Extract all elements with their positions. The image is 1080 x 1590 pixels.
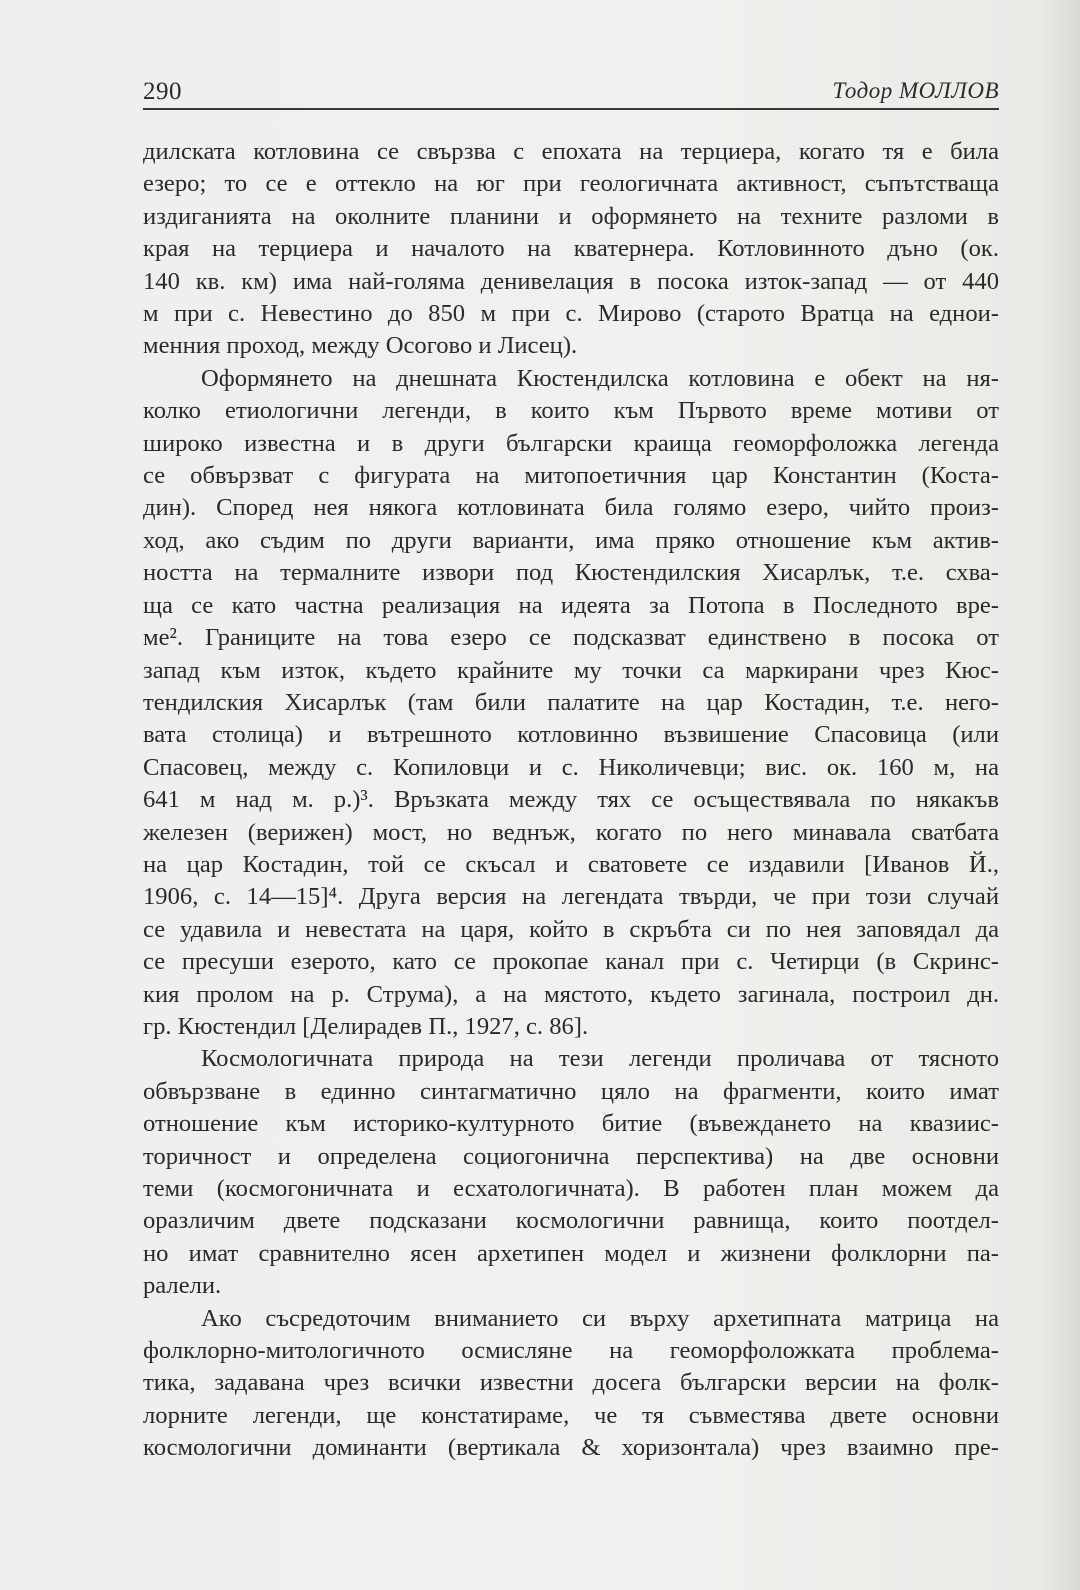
text-line: железен (верижен) мост, но веднъж, когато по него минавала сватбата [143, 818, 999, 846]
text-line: торичност и определена социогонична перспектива) на две основни [143, 1142, 999, 1170]
text-line: ралели. [143, 1272, 222, 1300]
text-line: ход, ако съдим по други варианти, има пряко отношение към актив- [143, 526, 999, 554]
text-line: края на терциера и началото на кватернера. Котловинното дъно (ок. [143, 235, 999, 263]
text-line: на цар Костадин, той се скъсал и сватовете се издавили [Иванов Й., [143, 850, 999, 878]
text-line: но имат сравнително ясен архетипен модел и жизнени фолклорни па- [143, 1239, 999, 1267]
text-line: отношение към историко-културното битие (въвеждането на квазиис- [143, 1110, 999, 1138]
text-line: кия пролом на р. Струма), а на мястото, където загинала, построил дн. [143, 980, 999, 1008]
paragraph-2 [143, 363, 999, 1044]
text-line: 140 кв. км) има най-голяма денивелация в посока изток-запад — от 440 [143, 267, 999, 295]
text-line: тика, задавана чрез всички известни досега български версии на фолк- [143, 1369, 999, 1397]
running-head: Тодор МОЛЛОВ [832, 78, 999, 103]
text-line: се пресуши езерото, като се прокопае канал при с. Четирци (в Скринс- [143, 948, 999, 976]
text-line: Космологичната природа на тези легенди проличава от тясното [201, 1045, 999, 1073]
text-line: гр. Кюстендил [Делирадев П., 1927, с. 86]. [143, 1012, 589, 1040]
text-line: менния проход, между Осогово и Лисец). [143, 332, 578, 360]
text-line: запад към изток, където крайните му точки са маркирани чрез Кюс- [143, 656, 999, 684]
text-line: вата столица) и вътрешното котловинно възвишение Спасовица (или [143, 721, 999, 749]
text-line: Оформянето на днешната Кюстендилска котловина е обект на ня- [201, 364, 999, 392]
paragraph-3 [143, 1043, 999, 1302]
text-line: издиганията на околните планини и оформянето на техните разломи в [143, 202, 999, 230]
text-line: се обвързват с фигурата на митопоетичния цар Константин (Коста- [143, 462, 999, 490]
text-line: 641 м над м. р.)³. Връзката между тях се осъществявала по някакъв [143, 786, 999, 814]
text-line: оразличим двете подсказани космологични равнища, които поотдел- [143, 1207, 999, 1235]
body-text [143, 136, 999, 1465]
text-line: тендилския Хисарлък (там били палатите на цар Костадин, т.е. него- [143, 688, 999, 716]
text-line: дилската котловина се свързва с епохата на терциера, когато тя е била [143, 138, 999, 165]
text-line: теми (космогоничната и есхатологичната). В работен план можем да [143, 1175, 999, 1202]
text-line: 1906, с. 14—15]⁴. Друга версия на легендата твърди, че при този случай [143, 883, 999, 911]
text-line: Спасовец, между с. Копиловци и с. Николичевци; вис. ок. 160 м, на [143, 753, 999, 781]
text-line: ността на термалните извори под Кюстендилския Хисарлък, т.е. схва- [143, 559, 999, 587]
text-line: ме². Границите на това езеро се подсказват единствено в посока от [143, 624, 999, 652]
text-line: фолклорно-митологичното осмисляне на геоморфоложката проблема- [143, 1337, 999, 1365]
text-line: лорните легенди, ще констатираме, че тя съвместява двете основни [143, 1401, 999, 1429]
paragraph-1 [143, 136, 999, 363]
text-line: ща се като частна реализация на идеята за Потопа в Последното вре- [143, 591, 999, 619]
text-line: се удавила и невестата на царя, който в скръбта си по нея заповядал да [143, 915, 999, 943]
paragraph-4 [143, 1303, 999, 1465]
page-number: 290 [143, 78, 182, 105]
text-line: м при с. Невестино до 850 м при с. Мирово (старото Вратца на еднои- [143, 300, 999, 328]
text-line: колко етиологични легенди, в които към Първото време мотиви от [143, 397, 999, 425]
text-line: Ако съсредоточим вниманието си върху архетипната матрица на [201, 1304, 999, 1332]
text-line: космологични доминанти (вертикала & хоризонтала) чрез взаимно пре- [143, 1434, 999, 1462]
page-edge-shadow [1040, 0, 1080, 1590]
text-line: дин). Според нея някога котловината била голямо езеро, чийто произ- [143, 494, 999, 522]
page-header [143, 74, 999, 110]
text-line: езеро; то се е оттекло на юг при геологичната активност, съпътстваща [143, 170, 999, 198]
text-line: обвързване в единно синтагматично цяло на фрагменти, които имат [143, 1077, 999, 1105]
text-line: широко известна и в други български краища геоморфоложка легенда [143, 429, 999, 457]
